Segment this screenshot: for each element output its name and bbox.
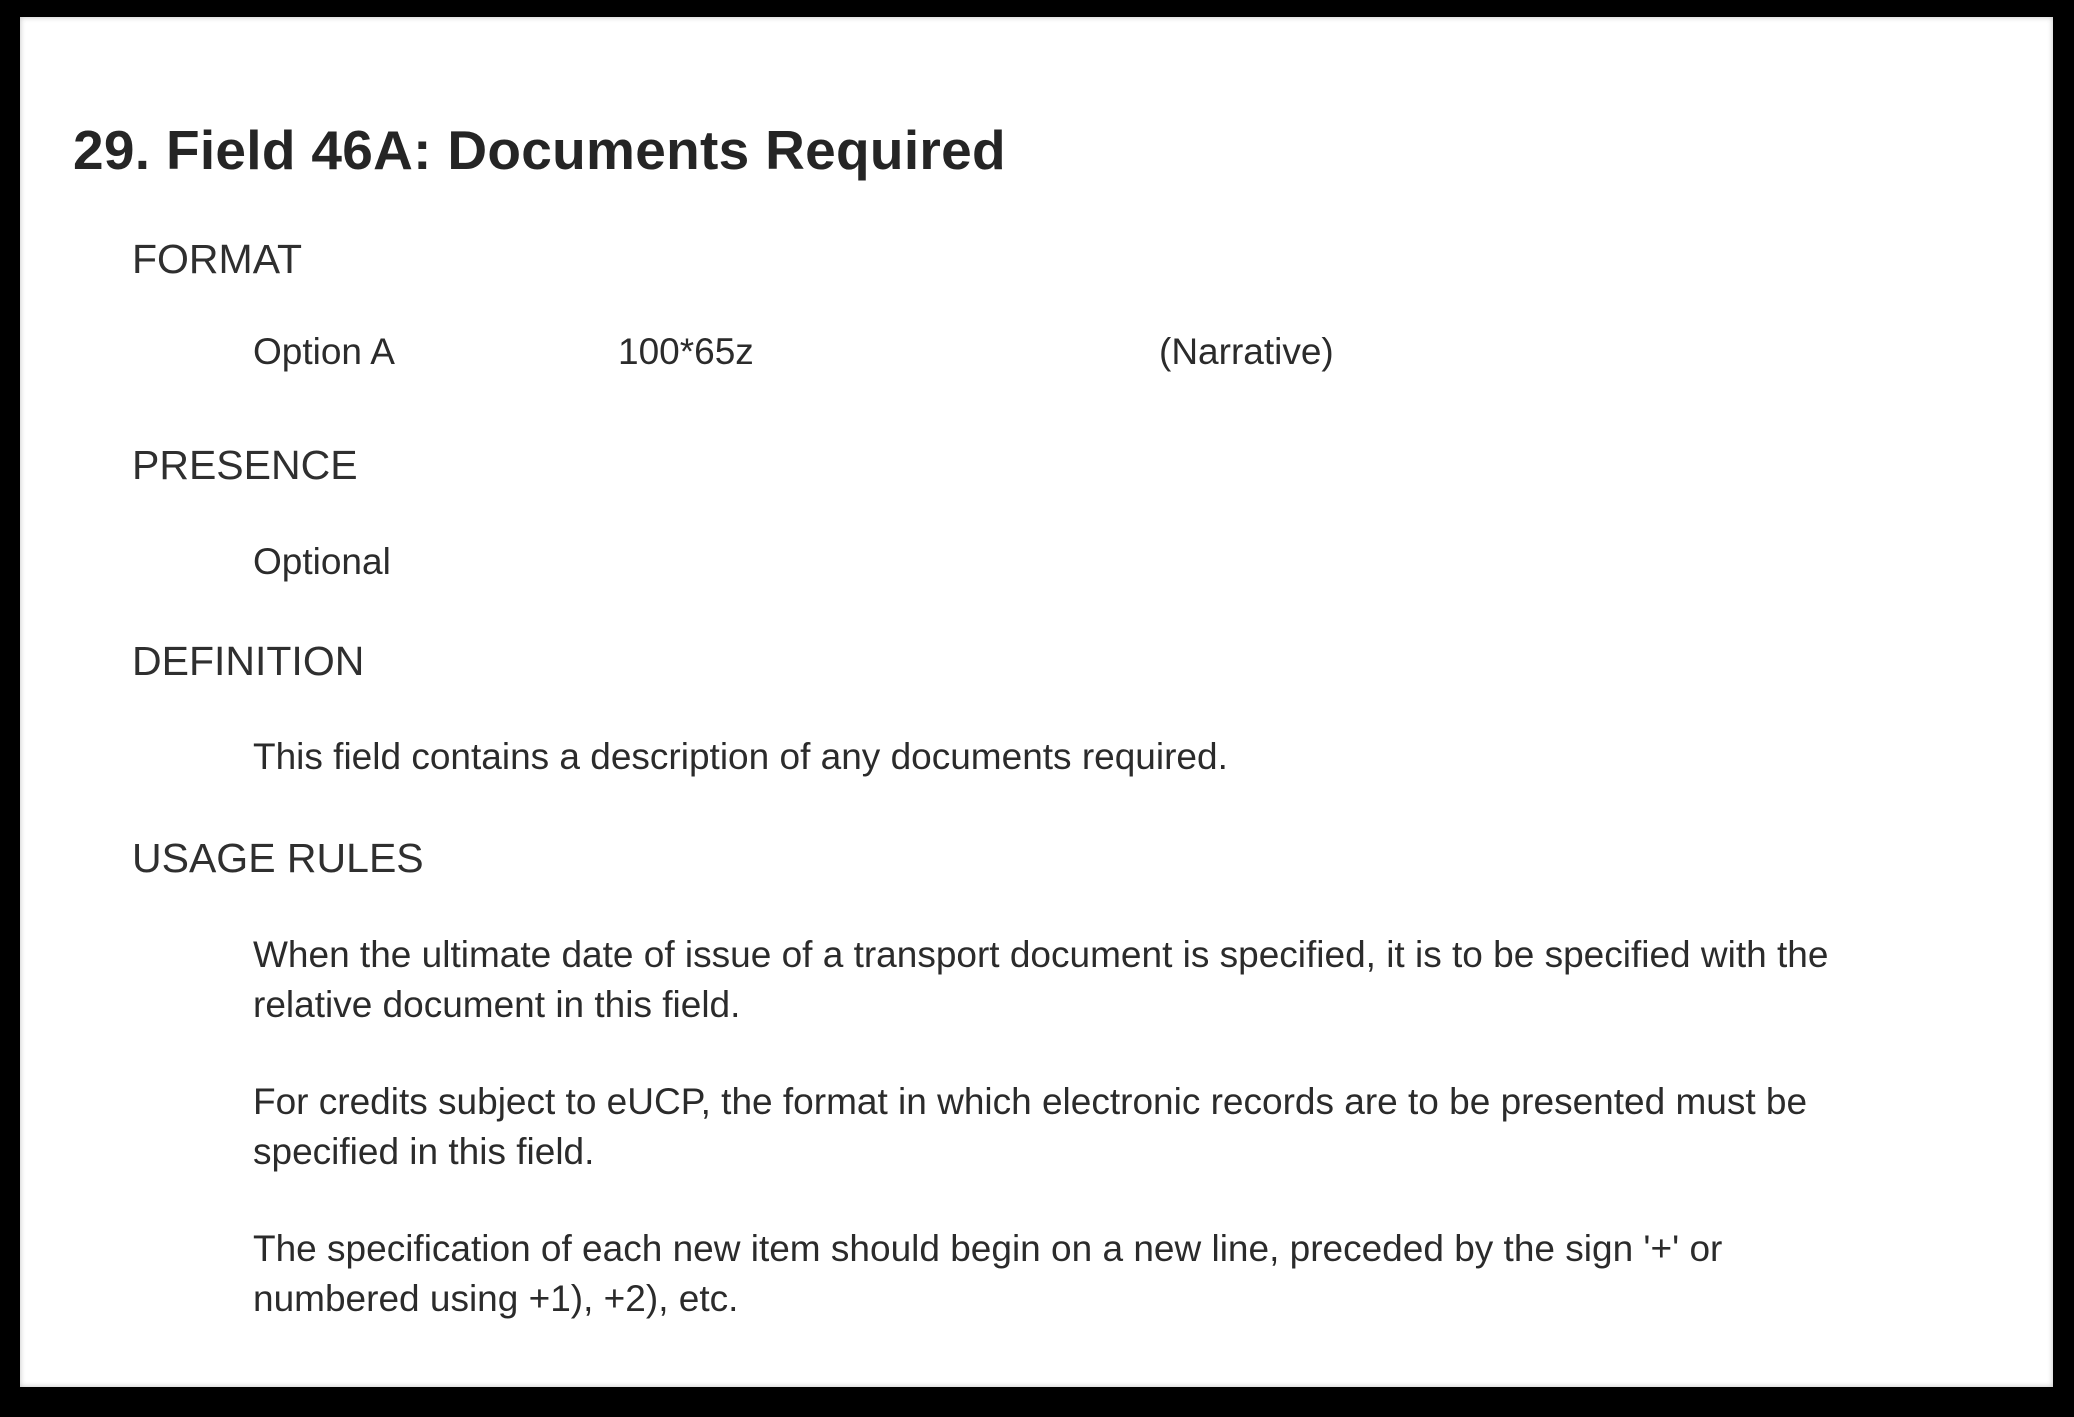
usage-rule-3 [253, 1224, 2053, 1324]
format-option-type: (Narrative) [1159, 331, 1334, 372]
format-option-label: Option A [253, 331, 395, 372]
definition-text: This field contains a description of any documents required. [253, 736, 1228, 777]
usage-rule-3-line-1: The specification of each new item should begin on a new line, preceded by the sign '+' or [253, 1228, 1723, 1269]
presence-heading: PRESENCE [132, 442, 358, 488]
format-heading: FORMAT [132, 236, 303, 282]
page-title: 29. Field 46A: Documents Required [73, 119, 1006, 181]
usage-rule-1-line-1: When the ultimate date of issue of a transport document is specified, it is to be specified with the [253, 934, 1829, 975]
format-option-value: 100*65z [618, 331, 754, 372]
definition-heading: DEFINITION [132, 638, 365, 684]
usage-rule-2 [253, 1077, 2053, 1177]
document-page [20, 17, 2053, 1387]
usage-rule-1-line-2: relative document in this field. [253, 984, 741, 1025]
usage-rule-3-line-2: numbered using +1), +2), etc. [253, 1278, 739, 1319]
usage-rule-1 [253, 930, 2053, 1030]
usage-rules-heading: USAGE RULES [132, 835, 424, 881]
usage-rule-2-line-1: For credits subject to eUCP, the format in which electronic records are to be presented must be [253, 1081, 1808, 1122]
usage-rule-2-line-2: specified in this field. [253, 1131, 595, 1172]
presence-value: Optional [253, 541, 391, 582]
